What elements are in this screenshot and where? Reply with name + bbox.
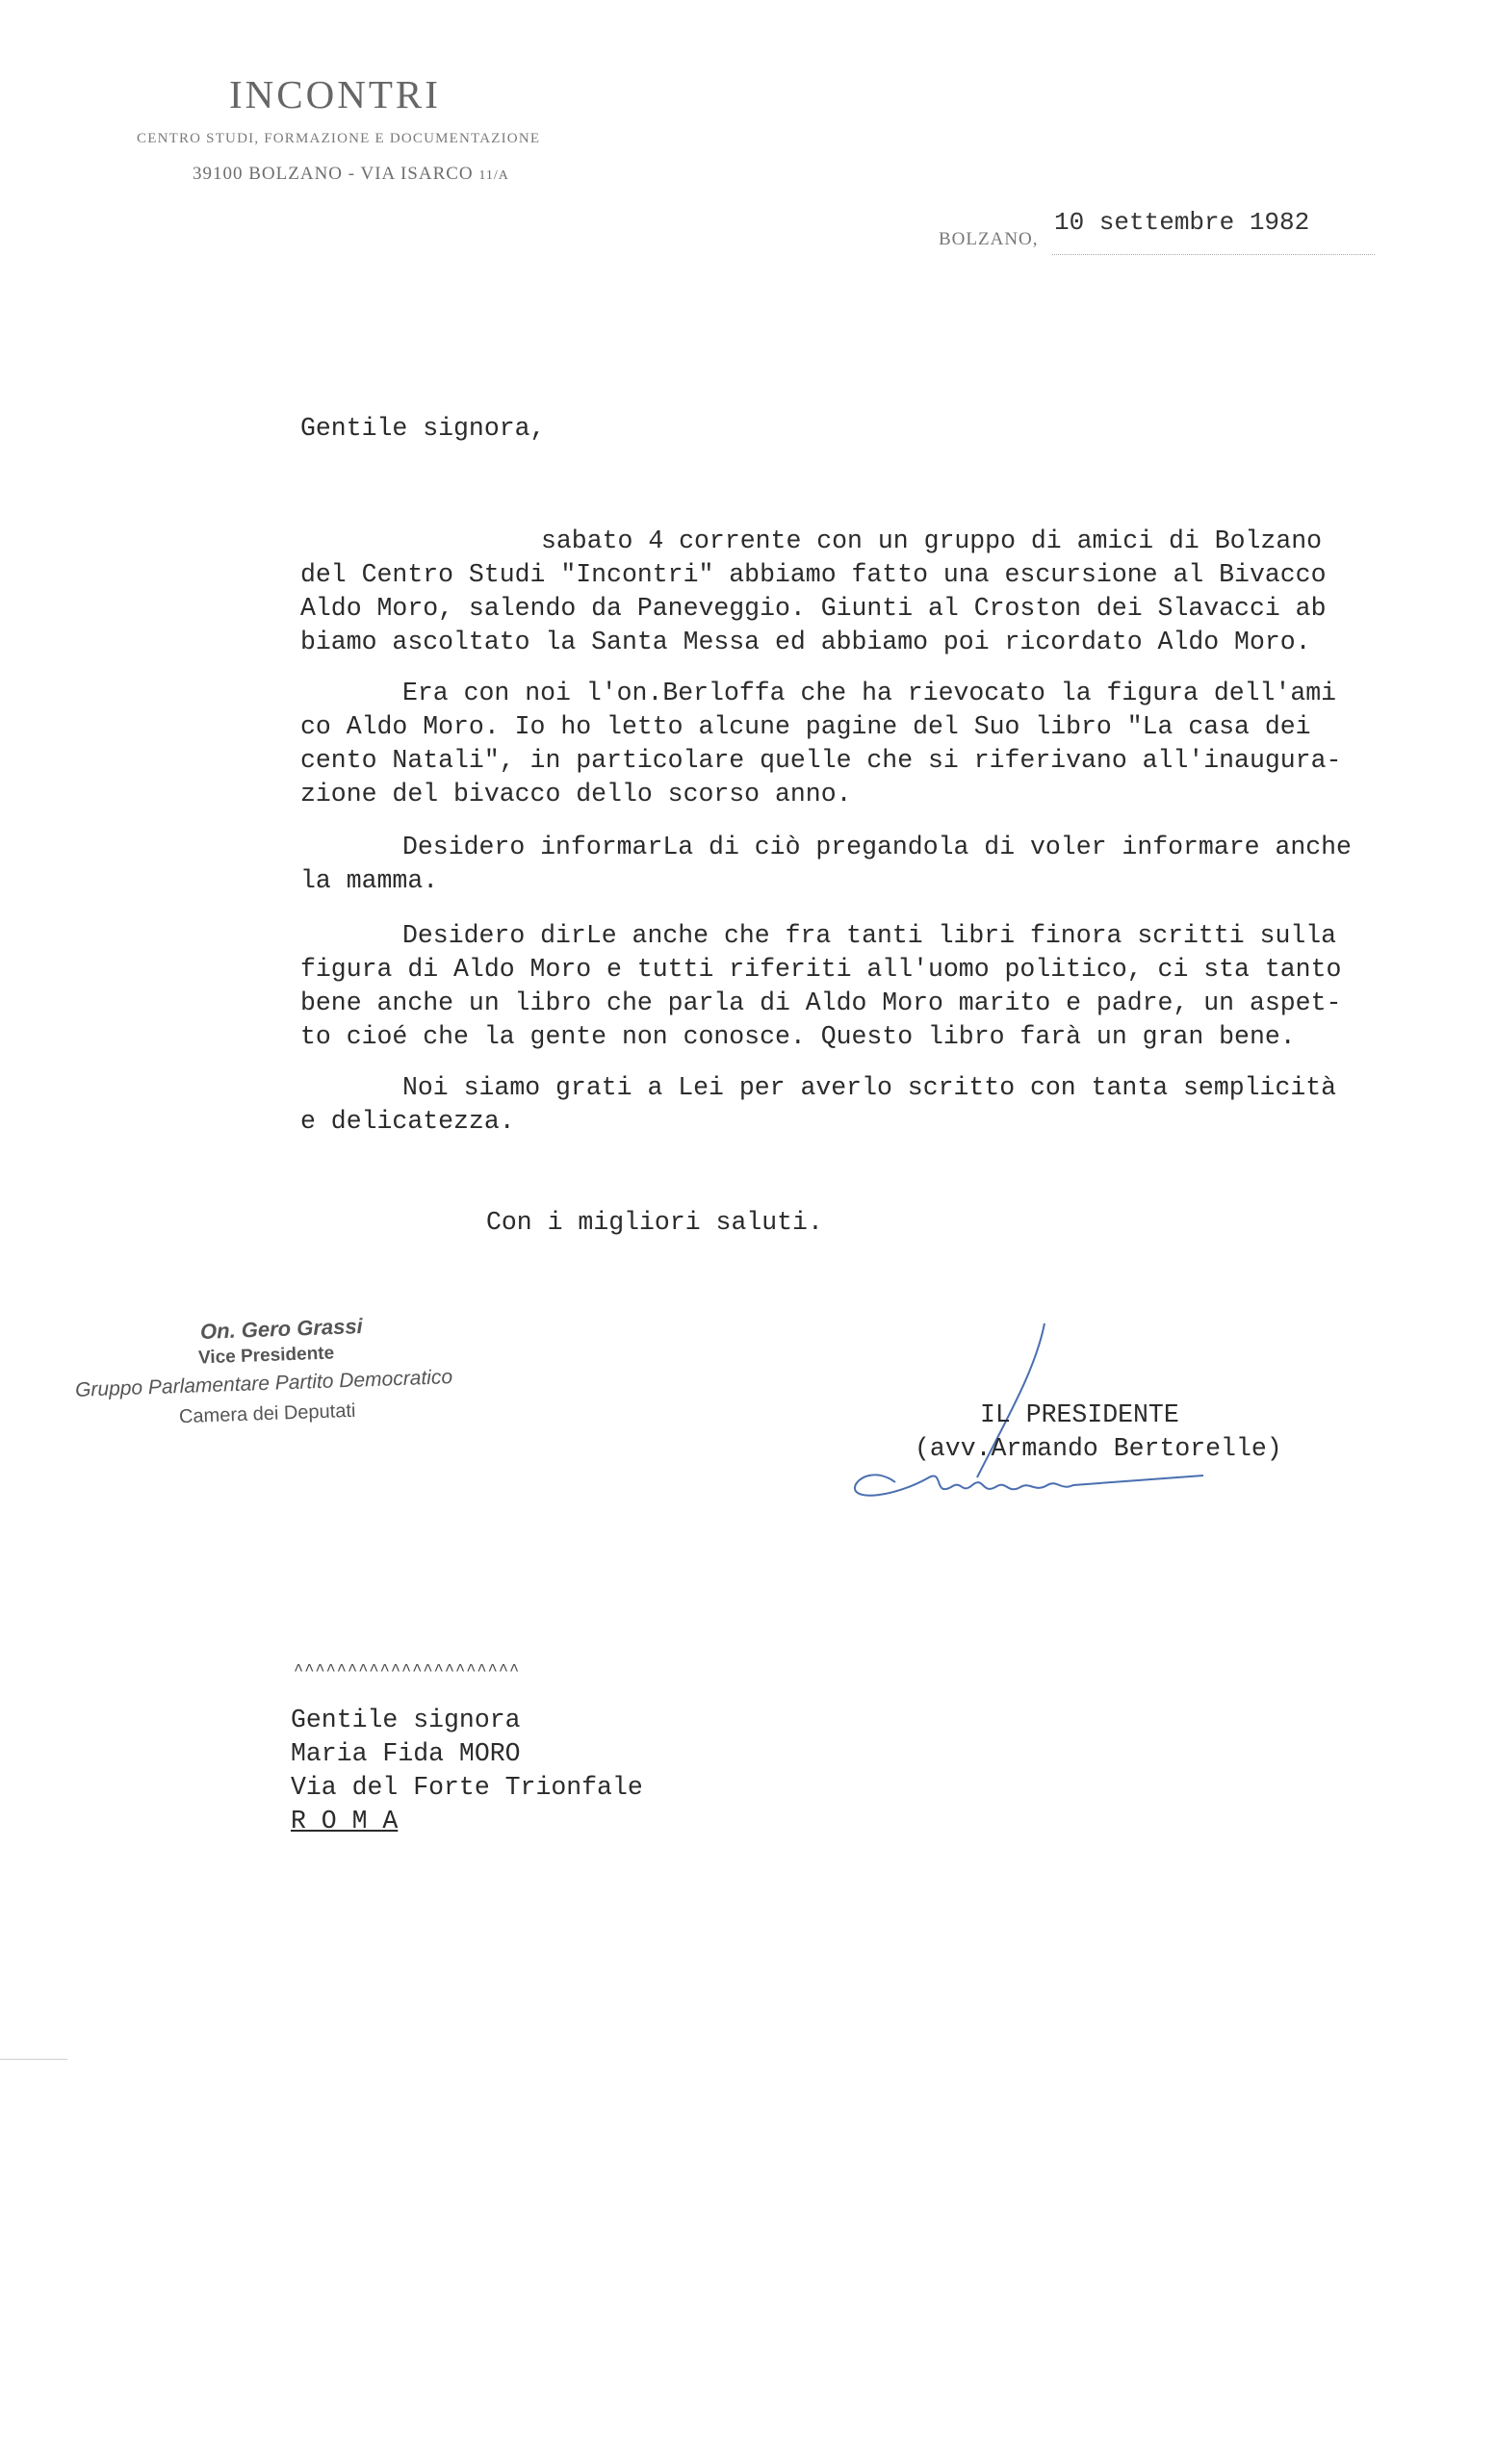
p3-line-2: la mamma. — [300, 866, 439, 895]
p4-line-1: Desidero dirLe anche che fra tanti libri finora scritti sulla — [402, 921, 1337, 950]
date-dotted-line — [1052, 254, 1375, 255]
p4-line-2: figura di Aldo Moro e tutti riferiti all'uomo politico, ci sta tanto — [300, 955, 1342, 984]
closing: Con i migliori saluti. — [486, 1208, 823, 1237]
p1-line-1: sabato 4 corrente con un gruppo di amici di Bolzano — [541, 526, 1323, 555]
recipient-line-2: Maria Fida MORO — [291, 1739, 521, 1768]
p1-line-2: del Centro Studi "Incontri" abbiamo fatto una escursione al Bivacco — [300, 560, 1327, 589]
p5-line-2: e delicatezza. — [300, 1107, 515, 1136]
separator-carets: ^^^^^^^^^^^^^^^^^^^^^ — [294, 1662, 521, 1681]
stamp-role: Vice Presidente — [197, 1343, 335, 1369]
letterhead-address-main: 39100 BOLZANO - VIA ISARCO — [193, 164, 474, 184]
p2-line-1: Era con noi l'on.Berloffa che ha rievocato la figura dell'ami — [402, 679, 1337, 707]
p2-line-3: cento Natali", in particolare quelle che si riferivano all'inaugura- — [300, 746, 1342, 775]
p4-line-4: to cioé che la gente non conosce. Questo libro farà un gran bene. — [300, 1022, 1296, 1051]
stamp-group: Gruppo Parlamentare Partito Democratico — [74, 1366, 453, 1401]
recipient-line-1: Gentile signora — [291, 1706, 521, 1734]
p2-line-2: co Aldo Moro. Io ho letto alcune pagine del Suo libro "La casa dei — [300, 712, 1311, 741]
signer-name: (avv.Armando Bertorelle) — [915, 1434, 1282, 1463]
p1-line-4: biamo ascoltato la Santa Messa ed abbiamo poi ricordato Aldo Moro. — [300, 628, 1311, 656]
letterhead-title: INCONTRI — [229, 72, 441, 116]
signer-title: IL PRESIDENTE — [980, 1400, 1179, 1429]
page-edge-mark — [0, 2059, 67, 2060]
p1-line-3: Aldo Moro, salendo da Paneveggio. Giunti al Croston dei Slavacci ab — [300, 594, 1327, 623]
salutation: Gentile signora, — [300, 414, 546, 443]
letter-date: 10 settembre 1982 — [1054, 208, 1310, 237]
letterhead-subtitle: CENTRO STUDI, FORMAZIONE E DOCUMENTAZIONE — [137, 131, 541, 146]
stamp-name: On. Gero Grassi — [199, 1314, 364, 1344]
letterhead-address — [193, 164, 509, 185]
p3-line-1: Desidero informarLa di ciò pregandola di voler informare anche — [402, 833, 1352, 861]
p4-line-3: bene anche un libro che parla di Aldo Moro marito e padre, un aspet- — [300, 988, 1342, 1017]
stamp-chamber: Camera dei Deputati — [178, 1399, 356, 1428]
p2-line-4: zione del bivacco dello scorso anno. — [300, 780, 852, 808]
recipient-line-3: Via del Forte Trionfale — [291, 1773, 643, 1802]
p5-line-1: Noi siamo grati a Lei per averlo scritto con tanta semplicità — [402, 1073, 1337, 1102]
letter-place: BOLZANO, — [939, 229, 1039, 249]
recipient-city: R O M A — [291, 1807, 399, 1835]
letterhead-address-number: 11/A — [478, 168, 509, 183]
